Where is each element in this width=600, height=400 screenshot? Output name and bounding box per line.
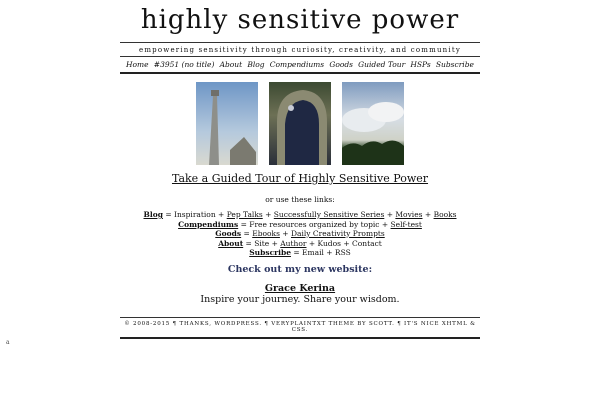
books-link[interactable]: Books <box>433 210 457 219</box>
nav-item-home[interactable]: Home <box>126 60 149 69</box>
photo-monument[interactable] <box>196 82 258 165</box>
about-eq-text: = Site + <box>243 238 281 248</box>
self-test-link[interactable]: Self-test <box>390 219 422 229</box>
main-content <box>120 172 480 305</box>
corner-mark: a <box>6 339 10 346</box>
compendiums-link[interactable]: Compendiums <box>178 219 239 229</box>
subscribe-links-line <box>120 248 480 258</box>
subscribe-rest-text: = Email + RSS <box>290 248 351 257</box>
footer: © 2008-2015 ¶ THANKS, WORDPRESS. ¶ VERYPLAINTXT THEME BY SCOTT. ¶ IT'S NICE XHTML & CSS. <box>120 317 480 339</box>
movies-link[interactable]: Movies <box>395 210 423 219</box>
or-use-text: or use these links: <box>265 195 335 204</box>
nav-item-guided-tour[interactable]: Guided Tour <box>358 60 406 69</box>
nav-bar <box>120 56 480 74</box>
tagline: empowering sensitivity through curiosity, creativity, and community <box>138 46 461 54</box>
blog-links-line <box>120 210 480 220</box>
photo-strip <box>196 82 404 165</box>
plus-text: + <box>262 210 274 219</box>
blog-eq-text: = Inspiration + <box>162 210 227 219</box>
photo-clouds[interactable] <box>342 82 404 165</box>
nav-item-goods[interactable]: Goods <box>329 60 353 69</box>
clouds-image <box>342 82 404 165</box>
blog-link[interactable]: Blog <box>143 210 163 219</box>
daily-creativity-link[interactable]: Daily Creativity Prompts <box>290 229 385 238</box>
pep-talks-link[interactable]: Pep Talks <box>226 210 263 219</box>
nav-item-no-title[interactable]: #3951 (no title) <box>153 60 215 69</box>
photo-arch[interactable] <box>269 82 331 165</box>
guided-tour-link[interactable]: Take a Guided Tour of Highly Sensitive Power <box>171 172 429 185</box>
ebooks-link[interactable]: Ebooks <box>252 229 280 238</box>
nav-item-compendiums[interactable]: Compendiums <box>269 60 325 69</box>
monument-image <box>196 82 258 165</box>
plus-text: + <box>279 229 291 238</box>
about-links-line <box>120 239 480 249</box>
about-link[interactable]: About <box>218 238 244 248</box>
inspire-text: Inspire your journey. Share your wisdom. <box>200 293 400 305</box>
site-title[interactable]: highly sensitive power <box>140 5 460 35</box>
nav-item-hsps[interactable]: HSPs <box>410 60 431 69</box>
arch-image <box>269 82 331 165</box>
compendiums-eq-text: = Free resources organized by topic + <box>238 219 391 229</box>
checkout-heading: Check out my new website: <box>227 263 373 275</box>
header <box>120 0 480 74</box>
about-rest-text: + Kudos + Contact <box>306 238 382 248</box>
nav-item-blog[interactable]: Blog <box>247 60 265 69</box>
nav-item-subscribe[interactable]: Subscribe <box>435 60 474 69</box>
subscribe-link[interactable]: Subscribe <box>249 248 291 257</box>
author-link[interactable]: Author <box>280 238 307 248</box>
goods-links-line <box>120 229 480 239</box>
successfully-sensitive-link[interactable]: Successfully Sensitive Series <box>273 210 385 219</box>
plus-text: + <box>422 210 434 219</box>
goods-link[interactable]: Goods <box>215 229 242 238</box>
nav-item-about[interactable]: About <box>219 60 243 69</box>
goods-eq-text: = <box>241 229 253 238</box>
compendiums-links-line <box>120 220 480 230</box>
plus-text: + <box>384 210 396 219</box>
grace-kerina-link[interactable]: Grace Kerina <box>264 282 336 294</box>
